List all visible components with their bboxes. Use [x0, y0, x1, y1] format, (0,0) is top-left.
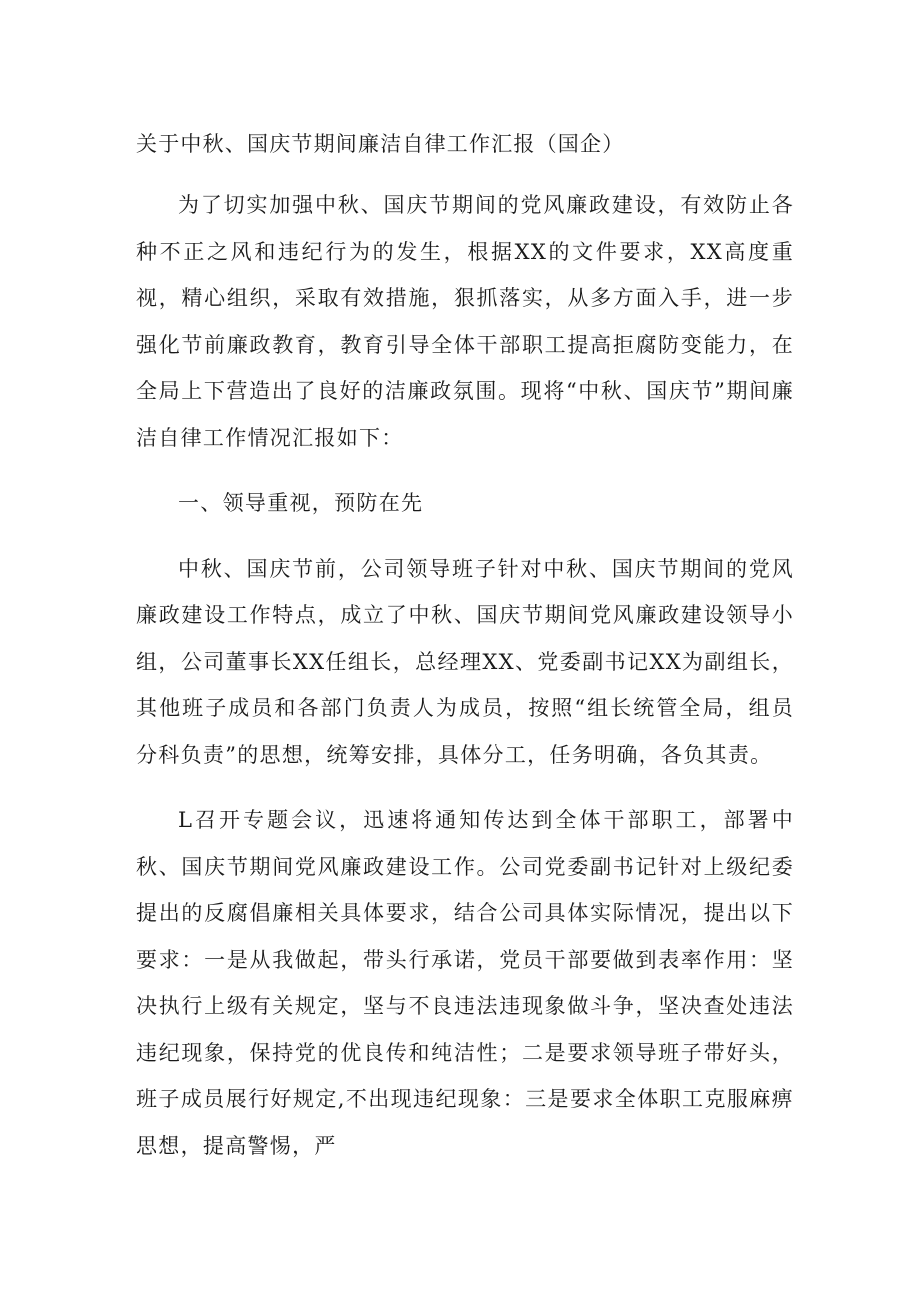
document-page [136, 128, 794, 1169]
body-paragraph: L召开专题会议，迅速将通知传达到全体干部职工，部署中秋、国庆节期间党风廉政建设工作。公司党委副书记针对上级纪委提出的反腐倡廉相关具体要求，结合公司具体实际情况，提出以下要求：一是从我做起，带头行承诺，党员干部要做到表率作用：坚决执行上级有关规定，坚与不良违法违现象做斗争，坚决查处违法违纪现象，保持党的优良传和纯洁性；二是要求领导班子带好头，班子成员展行好规定,不出现违纪现象：三是要求全体职工克服麻痹思想，提高警惕，严 [136, 808, 794, 1158]
body-paragraph: 中秋、国庆节前，公司领导班子针对中秋、国庆节期间的党风廉政建设工作特点，成立了中秋、国庆节期间党风廉政建设领导小组，公司董事长XX任组长，总经理XX、党委副书记XX为副组长，其他班子成员和各部门负责人为成员，按照“组长统管全局，组员分科负责”的思想，统筹安排，具体分工，任务明确，各负其责。 [136, 556, 794, 767]
intro-paragraph: 为了切实加强中秋、国庆节期间的党风廉政建设，有效防止各种不正之风和违纪行为的发生，根据XX的文件要求，XX高度重视，精心组织，采取有效措施，狠抓落实，从多方面入手，进一步强化节前廉政教育，教育引导全体干部职工提高拒腐防变能力，在全局上下营造出了良好的洁廉政氛围。现将“中秋、国庆节”期间廉洁自律工作情况汇报如下： [136, 193, 794, 450]
section-heading: 一、领导重视，预防在先 [178, 491, 424, 515]
document-title: 关于中秋、国庆节期间廉洁自律工作汇报（国企） [136, 132, 625, 156]
